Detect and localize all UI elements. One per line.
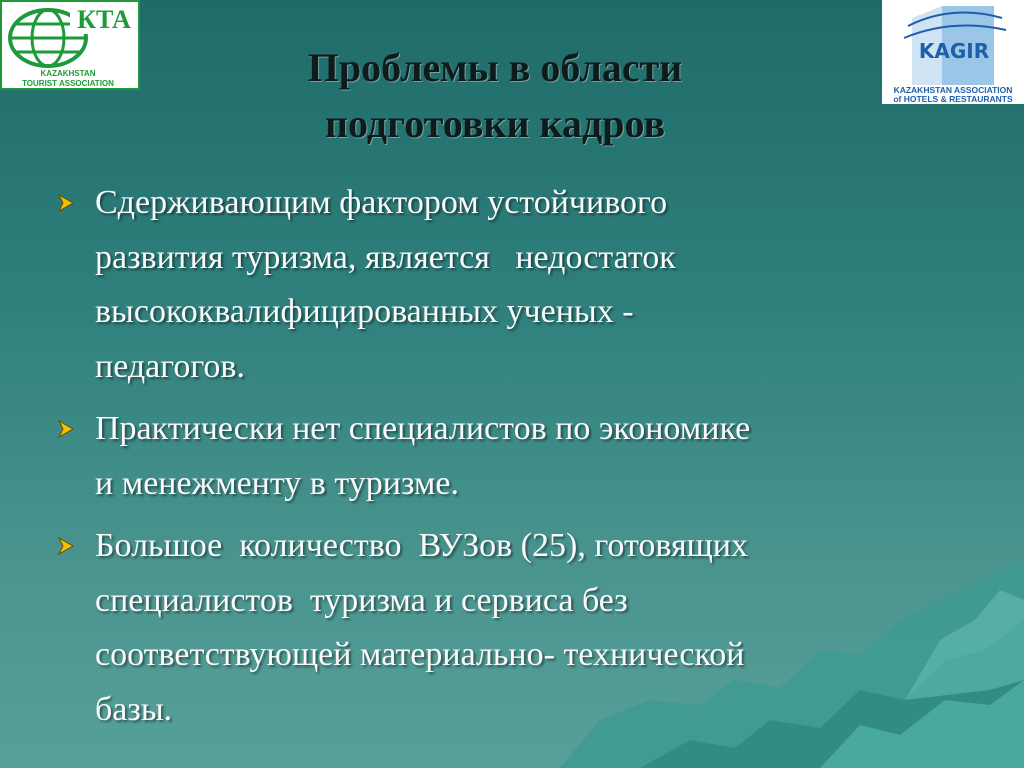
bullet-list — [55, 176, 955, 745]
bullet-line: педагогов. — [95, 347, 245, 385]
kagir-abbr: KAGIR — [918, 39, 990, 63]
arrow-bullet-icon — [55, 535, 77, 557]
bullet-line: Сдерживающим фактором устойчивого — [95, 184, 668, 221]
kagir-line1: KAZAKHSTAN ASSOCIATION — [893, 85, 1013, 95]
bullet-line: соответствующей материально- технической — [95, 636, 745, 673]
bullet-item — [55, 176, 955, 394]
title-line-2: подготовки кадров — [324, 101, 666, 146]
arrow-bullet-icon — [55, 418, 77, 440]
bullet-line: высококвалифицированных ученых - — [95, 293, 634, 330]
title-line-1: Проблемы в области — [307, 45, 683, 90]
kta-logo — [0, 0, 140, 90]
bullet-item — [55, 519, 955, 737]
bullet-item — [55, 402, 955, 511]
globe-icon — [0, 0, 140, 90]
bullet-line: Практически нет специалистов по экономике — [95, 410, 751, 447]
kta-line2: TOURIST ASSOCIATION — [22, 79, 114, 88]
bullet-line: развития туризма, является недостаток — [95, 238, 676, 276]
slide-title — [170, 40, 820, 152]
kagir-line2: of HOTELS & RESTAURANTS — [893, 94, 1013, 104]
bullet-line: базы. — [95, 690, 173, 728]
kta-line1: KAZAKHSTAN — [40, 69, 96, 78]
bullet-line: специалистов туризма и сервиса без — [95, 581, 628, 619]
kagir-logo — [882, 0, 1024, 104]
kta-abbr: КТА — [77, 5, 131, 34]
bullet-line: и менежменту в туризме. — [95, 464, 460, 502]
kagir-building-icon — [882, 0, 1024, 104]
bullet-line: Большое количество ВУЗов (25), готовящих — [95, 527, 749, 564]
arrow-bullet-icon — [55, 192, 77, 214]
